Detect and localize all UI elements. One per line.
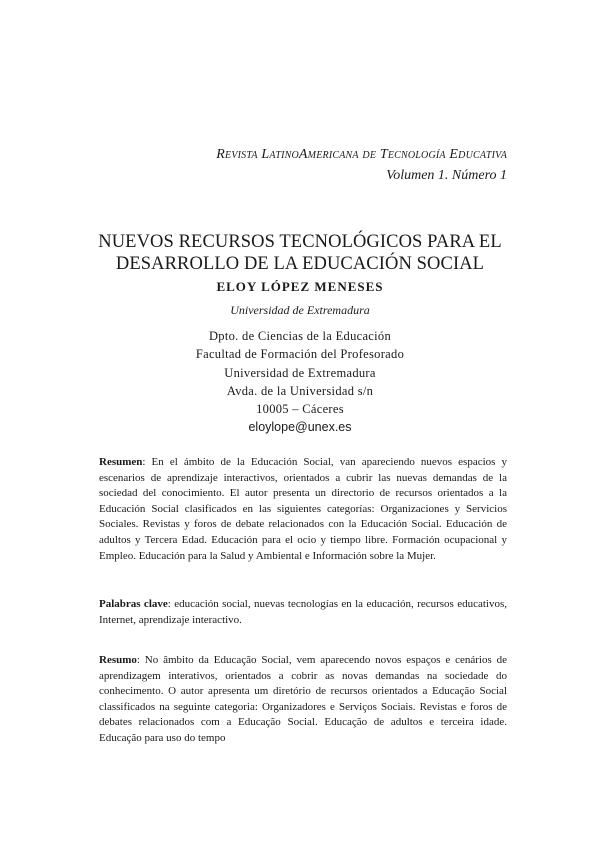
author-address — [0, 327, 600, 437]
keywords-label: Palabras clave — [99, 598, 168, 610]
abstract-es-text: : En el ámbito de la Educación Social, van apareciendo nuevos espacios y escenarios de aprendizaje interactivos, orientados a cubrir las nuevas demandas de la sociedad del conocimiento. El autor presenta un directorio de recursos orientados a la Educación Social clasificados en las siguientes categorías: Organizaciones y Servicios Sociales. Revistas y foros de debate relacionados con la Educación Social. Educación de adultos y Tercera Edad. Educación para el ocio y tiempo libre. Formación ocupacional y Empleo. Educación para la Salud y Ambiental e Información sobre la Mujer. — [99, 456, 507, 562]
abstract-es-label: Resumen — [99, 456, 143, 468]
address-line: Dpto. de Ciencias de la Educación — [208, 329, 392, 343]
title-line-2: DESARROLLO DE LA EDUCACIÓN SOCIAL — [115, 254, 485, 274]
journal-name: Revista LatinoAmericana de Tecnología Educativa — [216, 147, 507, 162]
abstract-portuguese — [99, 653, 507, 747]
address-line: 10005 – Cáceres — [256, 402, 344, 417]
author-name: ELOY LÓPEZ MENESES — [216, 279, 384, 294]
address-line: Universidad de Extremadura — [224, 365, 376, 380]
author-email: eloylope@unex.es — [248, 420, 352, 435]
journal-volume: Volumen 1. Número 1 — [386, 168, 507, 183]
address-line: Avda. de la Universidad s/n — [226, 383, 374, 398]
abstract-pt-label: Resumo — [99, 654, 137, 666]
address-line: Facultad de Formación del Profesorado — [195, 347, 405, 362]
keywords — [99, 597, 507, 628]
author-affiliation: Universidad de Extremadura — [230, 303, 370, 317]
abstract-spanish — [99, 455, 507, 564]
abstract-pt-text: : No âmbito da Educação Social, vem aparecendo novos espaços e cenários de aprendizagem interativos, orientados a cobrir as novas demandas na sociedade do conhecimento. O autor apresenta um diretório de recursos orientados a Educação Social classificados na seguinte categoria: Organizadores e Serviços Sociais. Revistas e foros de debates relacionados com a Educação Social. Educação de adultos e terceira idade. Educação para uso do tempo — [99, 654, 507, 744]
title-line-1: NUEVOS RECURSOS TECNOLÓGICOS PARA EL — [98, 232, 502, 252]
keywords-text: : educación social, nuevas tecnologías en la educación, recursos educativos, Internet, aprendizaje interactivo. — [99, 598, 507, 626]
article-title — [60, 231, 540, 275]
journal-header — [216, 144, 507, 186]
